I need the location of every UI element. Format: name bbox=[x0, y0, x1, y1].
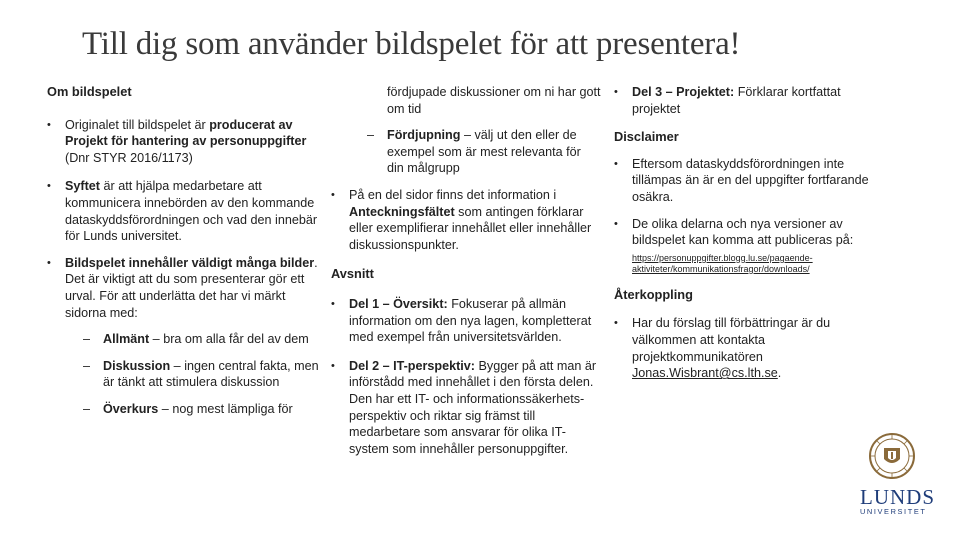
email-link[interactable]: Jonas.Wisbrant@cs.lth.se bbox=[632, 366, 778, 381]
lund-university-seal-icon bbox=[860, 432, 924, 482]
bullet-bold-text: Del 1 – Översikt: bbox=[349, 296, 448, 311]
bullet-bold-text: Del 3 – Projektet: bbox=[632, 85, 735, 99]
bullet-bold-text: Syftet bbox=[65, 179, 100, 194]
bullet-bildspelet bbox=[47, 255, 319, 321]
bullet-bold-text: producerat av Projekt för hantering av personuppgifter bbox=[65, 117, 307, 149]
bullet-bold-text: Anteckningsfältet bbox=[349, 204, 455, 219]
sub-bullet-text: – välj ut den eller de exempel som är mest relevanta för din målgrupp bbox=[387, 128, 581, 176]
sub-bullet-bold-text: Diskussion bbox=[103, 358, 171, 373]
bullet-text: På en del sidor finns det information i bbox=[349, 187, 557, 202]
bullet-text: Originalet till bildspelet är bbox=[65, 117, 210, 132]
sub-bullet-overkurs-continued: fördjupade diskussioner om ni har gott om tid bbox=[387, 85, 601, 116]
lunds-universitet-logo bbox=[860, 432, 936, 516]
bullet-text: . Det är viktigt att du som presenterar gör ett urval. För att underlätta det har vi märkt sidorna med: bbox=[65, 255, 318, 320]
bullet-text: Har du förslag till förbättringar är du välkommen att kontakta projektkommunikatören bbox=[632, 316, 831, 364]
bullet-bold-text: Del 2 – IT-perspektiv: bbox=[349, 358, 475, 373]
bullet-del-1 bbox=[331, 296, 601, 346]
sub-bullet-text: – bra om alla får del av dem bbox=[149, 332, 309, 347]
bullet-text: De olika delarna och nya versioner av bildspelet kan komma att publiceras på: bbox=[632, 216, 854, 248]
bullet-del-3 bbox=[614, 84, 884, 117]
column-avsnitt bbox=[331, 84, 601, 457]
bullet-kontakt bbox=[614, 315, 884, 381]
bullet-publiceras bbox=[614, 216, 884, 275]
bullet-text: Fokuserar på allmän information om den nya lagen, kompletterat med exempel från universitetsvärlden. bbox=[349, 296, 592, 345]
section-heading-disclaimer: Disclaimer bbox=[614, 129, 679, 145]
sub-bullet-text: – nog mest lämpliga för bbox=[158, 401, 293, 416]
column-disclaimer bbox=[614, 84, 884, 382]
bullet-anteckningsfaltet bbox=[331, 187, 601, 253]
sub-bullet-allmant bbox=[47, 331, 319, 348]
sub-bullet-fordjupning bbox=[331, 127, 601, 177]
column-om-bildspelet bbox=[47, 84, 319, 418]
section-heading-aterkoppling: Återkoppling bbox=[614, 286, 693, 302]
bullet-osakra: • Eftersom dataskyddsförordningen inte tillämpas än är en del uppgifter fortfarande osäkra. bbox=[614, 156, 884, 206]
logo-subtitle: UNIVERSITET bbox=[860, 507, 927, 516]
sub-bullet-bold-text: Överkurs bbox=[103, 401, 159, 416]
bullet-original bbox=[47, 117, 319, 167]
bullet-del-2 bbox=[331, 358, 601, 458]
bullet-text: . bbox=[777, 366, 782, 381]
bullet-text: som antingen förklarar eller exemplifierar innehållet eller innehåller diskussionspunkter. bbox=[349, 204, 592, 252]
logo-wordmark: LUNDS bbox=[860, 485, 936, 509]
sub-bullet-bold-text: Fördjupning bbox=[387, 128, 461, 143]
page-title: Till dig som använder bildspelet för att presentera! bbox=[82, 26, 741, 62]
bullet-text: är att hjälpa medarbetare att kommunicera innebörden av den kommande dataskyddsförordningen och vad den innebär för Lunds universitet. bbox=[65, 179, 318, 244]
bullet-text: Bygger på att man är införstådd med innehållet i den första delen. Den har ett IT- och informationssäkerhets-perspektiv och riktar sig främst till medarbetare som ansvarar för olika IT-system som innehåller personuppgifter. bbox=[349, 358, 597, 456]
section-heading-om-bildspelet: Om bildspelet bbox=[47, 84, 132, 99]
section-heading-avsnitt: Avsnitt bbox=[331, 266, 374, 282]
sub-bullet-diskussion bbox=[47, 358, 319, 391]
sub-bullet-overkurs bbox=[47, 401, 319, 418]
bullet-syftet bbox=[47, 178, 319, 244]
bullet-text: Förklarar kortfattat projektet bbox=[632, 85, 841, 116]
sub-bullet-text: – ingen central fakta, men är tänkt att stimulera diskussion bbox=[103, 358, 319, 390]
sub-bullet-bold-text: Allmänt bbox=[103, 332, 150, 347]
downloads-link[interactable]: https://personuppgifter.blogg.lu.se/pagaende-aktiviteter/kommunikationsfragor/downloads/ bbox=[632, 252, 813, 274]
bullet-text: (Dnr STYR 2016/1173) bbox=[65, 150, 193, 165]
bullet-bold-text: Bildspelet innehåller väldigt många bilder bbox=[65, 255, 315, 270]
